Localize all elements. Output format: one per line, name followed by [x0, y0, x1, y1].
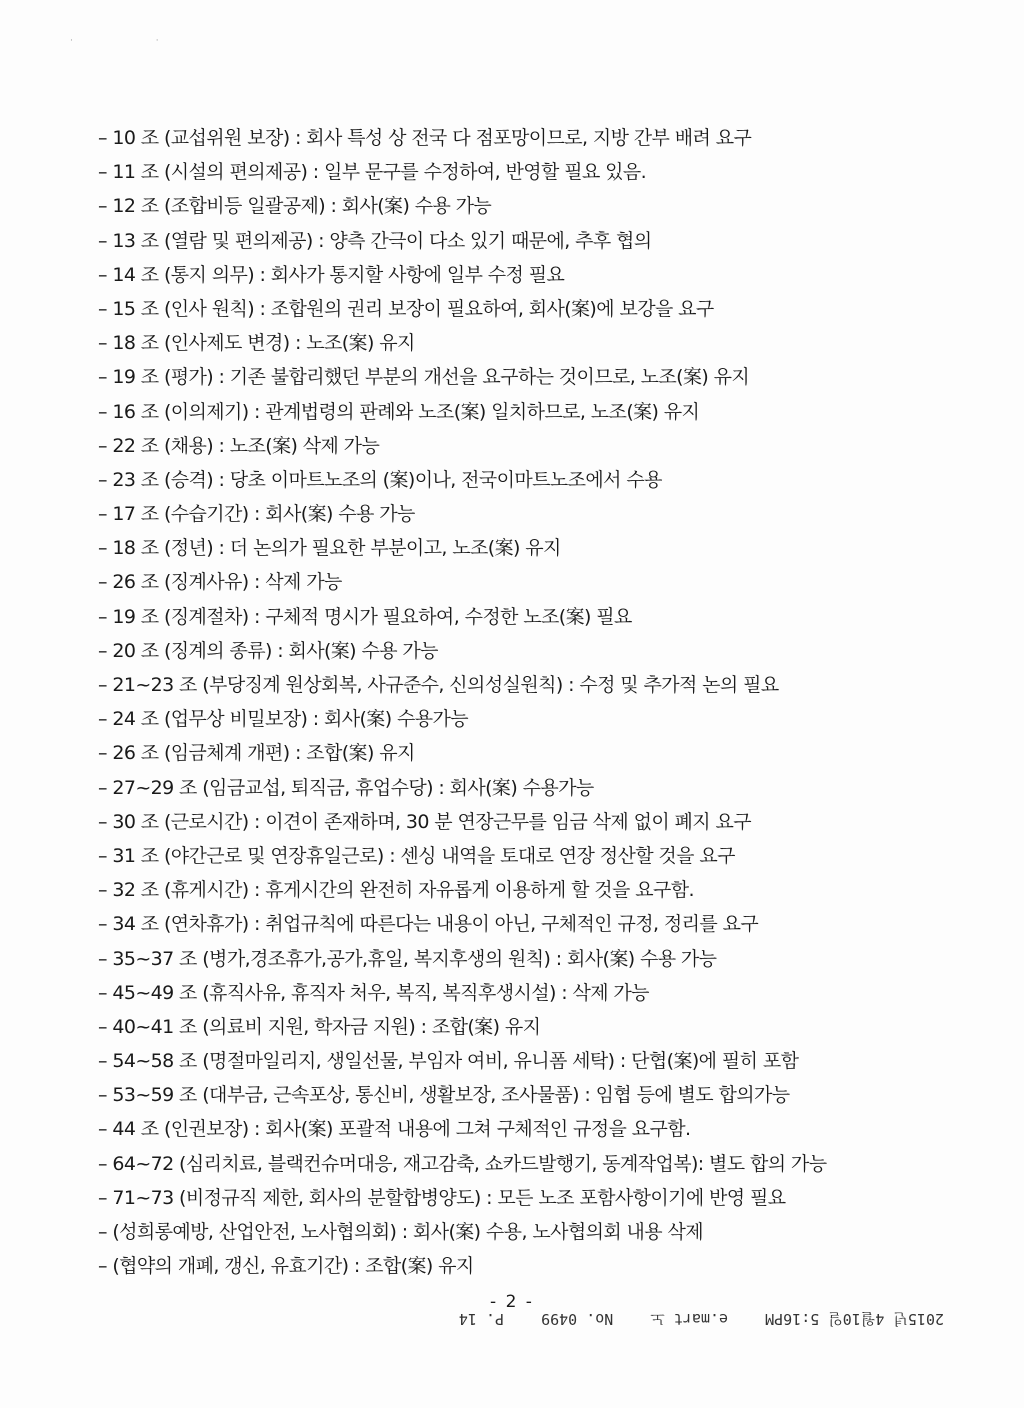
- list-item: – 34 조 (연차휴가) : 취업규칙에 따른다는 내용이 아닌, 구체적인 규정, 정리를 요구: [98, 913, 759, 936]
- list-item: – 16 조 (이의제기) : 관계법령의 판례와 노조(案) 일치하므로, 노조(案) 유지: [98, 400, 700, 423]
- list-item: – 22 조 (채용) : 노조(案) 삭제 가능: [98, 434, 380, 457]
- list-item: – 45~49 조 (휴직사유, 휴직자 처우, 복직, 복직후생시설) : 삭제 가능: [98, 981, 649, 1004]
- list-item: – 21~23 조 (부당징계 원상회복, 사규준수, 신의성실원칙) : 수정 및 추가적 논의 필요: [98, 674, 779, 696]
- list-item: – 44 조 (인권보장) : 회사(案) 포괄적 내용에 그쳐 구체적인 규정을 요구함.: [98, 1118, 691, 1141]
- list-item: – (협약의 개폐, 갱신, 유효기간) : 조합(案) 유지: [98, 1255, 474, 1278]
- fax-timestamp: 2015년 4월10일 5:16PM: [765, 1310, 944, 1328]
- list-item: – 20 조 (징계의 종류) : 회사(案) 수용 가능: [98, 639, 438, 662]
- list-item: – 11 조 (시설의 편의제공) : 일부 문구를 수정하여, 반영할 필요 있음.: [98, 161, 647, 184]
- list-item: – 26 조 (임금체계 개편) : 조합(案) 유지: [98, 742, 415, 765]
- list-item: – 35~37 조 (병가,경조휴가,공가,휴일, 복지후생의 원칙) : 회사(案) 수용 가능: [98, 947, 717, 970]
- list-item: – 18 조 (인사제도 변경) : 노조(案) 유지: [98, 332, 415, 355]
- list-item: – 26 조 (징계사유) : 삭제 가능: [98, 571, 342, 594]
- list-item: – 27~29 조 (임금교섭, 퇴직금, 휴업수당) : 회사(案) 수용가능: [98, 776, 594, 799]
- fax-page: P. 14: [458, 1310, 504, 1328]
- list-item: – 40~41 조 (의료비 지원, 학자금 지원) : 조합(案) 유지: [98, 1015, 541, 1038]
- fax-header: [64, 1306, 944, 1332]
- list-item: – 19 조 (징계절차) : 구체적 명시가 필요하여, 수정한 노조(案) 필요: [98, 605, 632, 628]
- list-item: – 64~72 (심리치료, 블랙컨슈머대응, 재고감축, 쇼카드발행기, 동계작업복): 별도 합의 가능: [98, 1152, 827, 1175]
- list-item: – 31 조 (야간근로 및 연장휴일근로) : 센싱 내역을 토대로 연장 정산할 것을 요구: [98, 844, 735, 867]
- list-item: – 71~73 (비정규직 제한, 회사의 분할합병양도) : 모든 노조 포함사항이기에 반영 필요: [98, 1186, 786, 1209]
- list-item: – (성희롱예방, 산업안전, 노사협의회) : 회사(案) 수용, 노사협의회 내용 삭제: [98, 1221, 703, 1243]
- list-item: – 10 조 (교섭위원 보장) : 회사 특성 상 전국 다 점포망이므로, 지방 간부 배려 요구: [98, 127, 752, 149]
- list-item: – 17 조 (수습기간) : 회사(案) 수용 가능: [98, 503, 415, 526]
- page-number: - 2 -: [490, 1292, 534, 1312]
- list-item: – 19 조 (평가) : 기존 불합리했던 부분의 개선을 요구하는 것이므로, 노조(案) 유지: [98, 366, 750, 389]
- list-item: – 23 조 (승격) : 당초 이마트노조의 (案)이나, 전국이마트노조에서 수용: [98, 468, 662, 491]
- list-item: – 53~59 조 (대부금, 근속포상, 통신비, 생활보장, 조사물품) : 임협 등에 별도 합의가능: [98, 1084, 790, 1107]
- list-item: – 15 조 (인사 원칙) : 조합원의 권리 보장이 필요하여, 회사(案)에 보강을 요구: [98, 297, 714, 320]
- list-item: – 32 조 (휴게시간) : 휴게시간의 완전히 자유롭게 이용하게 할 것을 요구함.: [98, 879, 694, 902]
- fax-number: No. 0499: [541, 1310, 614, 1328]
- list-item: – 12 조 (조합비등 일괄공제) : 회사(案) 수용 가능: [98, 195, 492, 218]
- list-item: – 54~58 조 (명절마일리지, 생일선물, 부임자 여비, 유니폼 세탁) : 단협(案)에 필히 포함: [98, 1050, 799, 1073]
- list-item: – 30 조 (근로시간) : 이견이 존재하며, 30 분 연장근무를 임금 삭제 없이 폐지 요구: [98, 810, 751, 833]
- article-list: [98, 121, 978, 1283]
- fax-sender: e.mart 노: [650, 1310, 729, 1328]
- list-item: – 18 조 (정년) : 더 논의가 필요한 부분이고, 노조(案) 유지: [98, 537, 561, 560]
- list-item: – 13 조 (열람 및 편의제공) : 양측 간극이 다소 있기 때문에, 추후 협의: [98, 229, 652, 252]
- scan-noise-marks: · ·: [70, 36, 199, 46]
- list-item: – 14 조 (통지 의무) : 회사가 통지할 사항에 일부 수정 필요: [98, 263, 565, 286]
- list-item: – 24 조 (업무상 비밀보장) : 회사(案) 수용가능: [98, 708, 468, 731]
